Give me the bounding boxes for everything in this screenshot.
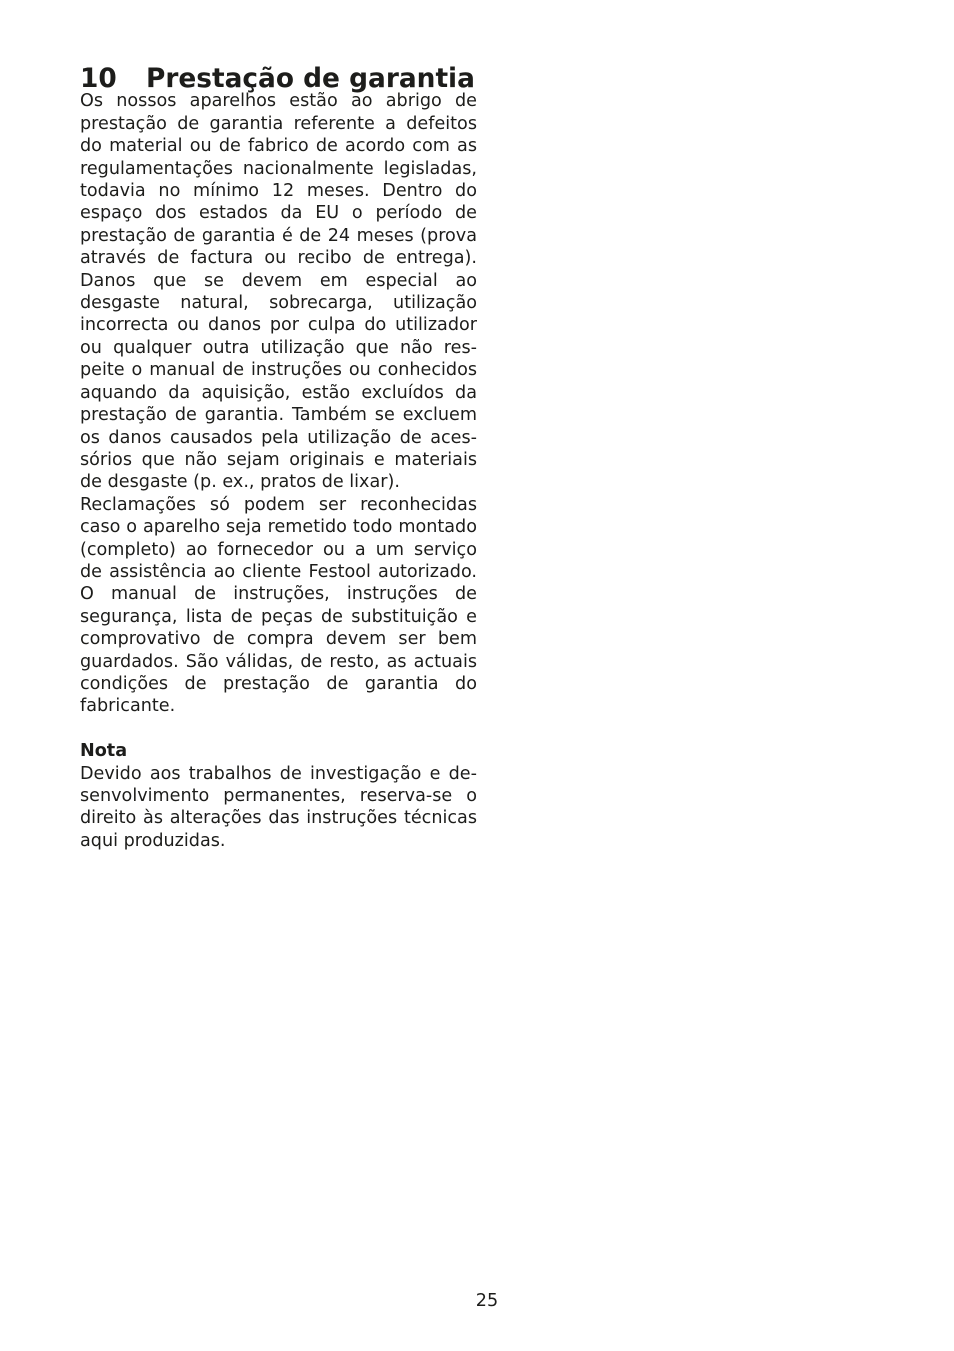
warranty-paragraph-1: Os nossos aparelhos estão ao abrigo de prestação de garantia referente a defeitos do material ou de fabrico de acordo com as regulamentações nacionalmente legisladas, todavia no mínimo 12 meses. Dentro do espaço dos estados da EU o período de prestação de garantia é de 24 meses (prova através de factura ou recibo de entrega). Danos que se devem em especial ao desgaste natural, sobrecarga, utilização incorrecta ou danos por culpa do utilizador ou qualquer outra utilização que não respeite o manual de instruções ou conhecidos aquando da aquisição, estão excluídos da prestação de garantia. Também se excluem os danos causados pela utilização de acessórios que não sejam originais e materiais de desgaste (p. ex., pratos de lixar). (80, 91, 477, 493)
warranty-paragraph-2: Reclamações só podem ser reconhecidas caso o aparelho seja remetido todo montado (completo) ao fornecedor ou a um serviço de assistência ao cliente Festool autorizado. O manual de instruções, instruções de segurança, lista de peças de substituição e comprovativo de compra devem ser bem guardados. São válidas, de resto, as actuais condições de prestação de garantia do fabricante. (80, 494, 477, 717)
page-number: 25 (475, 1291, 499, 1311)
section-heading (80, 63, 477, 94)
warranty-section (80, 63, 477, 852)
note-text: Devido aos trabalhos de investigação e desenvolvimento permanentes, reserva-se o direito às alterações das instruções técnicas aqui produzidas. (80, 763, 477, 851)
note-title: Nota (80, 741, 128, 762)
section-title: Prestação de garantia (146, 63, 475, 94)
section-number: 10 (80, 63, 117, 94)
note-block (80, 740, 477, 852)
